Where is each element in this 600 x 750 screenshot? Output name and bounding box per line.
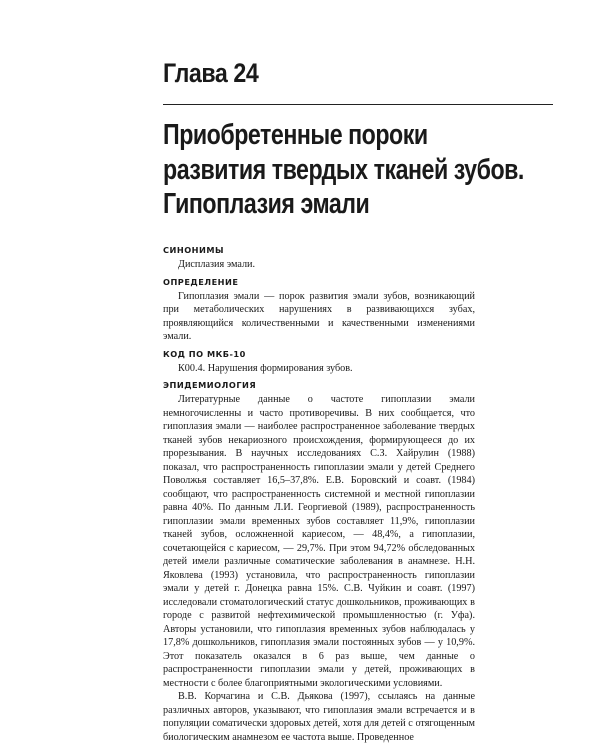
epidemiology-heading: ЭПИДЕМИОЛОГИЯ <box>163 380 257 390</box>
chapter-title-line: Гипоплазия эмали <box>163 188 370 220</box>
epidemiology-paragraph: В.В. Корчагина и С.В. Дьякова (1997), ссылаясь на данные различных авторов, указывают, что гипоплазия эмали встречается и в популяции соматически здоровых детей, хотя для детей с отягощенным биологическим анамнезом ее частота выше. Проведенное <box>163 691 475 743</box>
synonyms-text: Дисплазия эмали. <box>178 259 256 270</box>
chapter-body <box>163 244 475 744</box>
definition-heading: ОПРЕДЕЛЕНИЕ <box>163 276 239 287</box>
definition-text: Гипоплазия эмали — порок развития эмали зубов, возникающий при метаболических нарушениях в развивающихся зубах, проявляющийся количественными и качественными изменениями эмали. <box>163 290 475 342</box>
icd-heading: КОД ПО МКБ-10 <box>163 348 246 359</box>
chapter-title <box>163 118 531 222</box>
epidemiology-section <box>163 379 475 744</box>
chapter-label: Глава 24 <box>163 58 259 88</box>
icd-text: К00.4. Нарушения формирования зубов. <box>178 362 353 374</box>
epidemiology-paragraph: Литературные данные о частоте гипоплазии эмали немногочисленны и часто противоречивы. В них сообщается, что гипоплазия эмали — наиболее распространенное заболевание твердых тканей зубов некариозного происхождения, формирующееся до их прорезывания. В научных исследованиях С.З. Хайрулин (1988) показал, что распространенность гипоплазии эмали у детей Среднего Поволжья составляет 16,5–37,8%. Е.В. Боровский и соавт. (1984) сообщают, что распространенность системной и местной гипоплазии равна 40%. По данным Л.И. Георгиевой (1989), распространенность гипоплазии эмали временных зубов составляет 11,9%, гипоплазии тканей зубов, осложненной кариесом, — 48,4%, а гипоплазии, сочетающейся с кариесом, — 29,7%. При этом 94,72% обследованных детей имели различные соматические заболевания в анамнезе. Н.Н. Яковлева (1993) установила, что распространенность гипоплазии эмали у детей г. Донецка равна 15%. С.В. Чуйкин и соавт. (1997) исследовали стоматологический статус дошкольников, проживающих в городе с развитой нефтехимической промышленностью (г. Уфа). Авторы установили, что гипоплазия временных зубов наблюдалась у 17,8% дошкольников, гипоплазия эмали постоянных зубов — у 10,9%. Этот показатель оказался в 6 раз выше, чем данные о распространенности гипоплазии эмали у детей, проживающих в местности с более благоприятными экологическими условиями. <box>163 394 475 689</box>
synonyms-heading: СИНОНИМЫ <box>163 245 225 255</box>
chapter-title-line: Приобретенные пороки <box>163 119 428 151</box>
chapter-divider <box>163 104 553 105</box>
chapter-title-line: развития твердых тканей зубов. <box>163 153 524 186</box>
